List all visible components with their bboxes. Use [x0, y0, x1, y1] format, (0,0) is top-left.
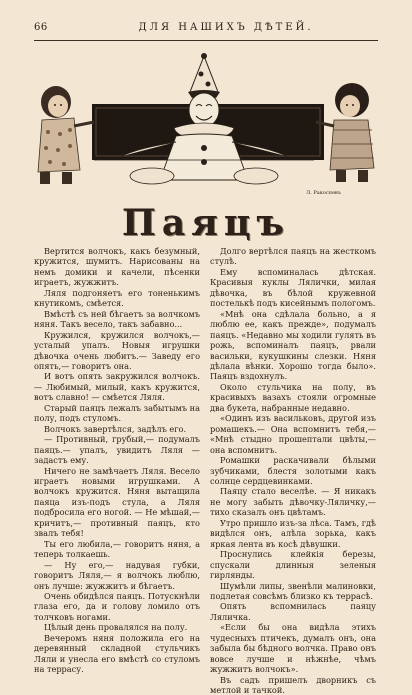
paragraph: Въ садъ пришелъ дворникъ съ метлой и тачкой.	[210, 674, 376, 695]
paragraph: «Мнѣ она сдѣлала больно, а я люблю ее, какъ прежде», подумалъ паяцъ. «Недавно мы ходили гулять въ рожь, вспоминалъ паяцъ, рвали васильки, кукушкины слезки. Няня дѣлала вѣнки. Хорошо тогда было». Паяцъ вздохнулъ.	[210, 308, 376, 382]
paragraph: Кружился, кружился волчокъ,—усталый упалъ. Новыя игрушки дѣвочка очень любитъ.— Заведу его опять,— говоритъ она.	[34, 329, 200, 371]
right-column	[210, 246, 376, 695]
paragraph: — Ну его,— надувая губки, говоритъ Ляля,— я волчокъ люблю, онъ лучше: жужжитъ и бѣгаетъ.	[34, 559, 200, 591]
article-title: Паяцъ	[121, 202, 291, 244]
paragraph: Волчокъ завертѣлся, задѣлъ его.	[44, 423, 187, 434]
paragraph: Вмѣстѣ съ ней бѣгаетъ за волчкомъ няня. Такъ весело, такъ забавно...	[34, 308, 200, 330]
paragraph: Утро пришло изъ-за лѣса. Тамъ, гдѣ видѣлся онъ, алѣла зорька, какъ яркая лента въ косѣ дѣвушки.	[210, 517, 376, 549]
paragraph: Шумѣли липы, звенѣли малиновки, подлетая совсѣмъ близко къ террасѣ.	[210, 580, 376, 601]
page-number: 66	[34, 22, 48, 33]
page-header	[34, 22, 378, 40]
paragraph: Около стульчика на полу, въ красивыхъ вазахъ стояли огромные два букета, набранные недавно.	[210, 381, 376, 413]
paragraph: — Противный, грубый,— подумалъ паяцъ.— упалъ, увидитъ Ляля — задастъ ему.	[34, 434, 200, 466]
paragraph: Цѣлый день провалялся на полу.	[44, 622, 188, 633]
paragraph: И вотъ опять закружился волчокъ.— Любимый, милый, какъ кружится, вотъ славно! — смѣется Ляля.	[34, 371, 200, 403]
paragraph: Ромашки раскачивали бѣлыми зубчиками, блестя золотыми какъ солнце сердцевинками.	[210, 455, 376, 486]
paragraph: Ты его любила,— говоритъ няня, а теперь толкаешь.	[34, 538, 200, 560]
left-column	[34, 246, 200, 675]
paragraph: Старый паяцъ лежалъ забытымъ на полу, подъ стуломъ.	[34, 402, 200, 424]
paragraph: Вечеромъ няня положила его на деревянный складной стульчикъ Ляли и унесла его вмѣстѣ со стуломъ на террасу.	[34, 632, 200, 675]
left-child-figure	[38, 86, 94, 184]
paragraph: Ему вспоминалась дѣтская. Красивыя куклы Лялички, милая дѣвочка, въ бѣлой кружевной постелькѣ подъ кисейнымъ пологомъ.	[210, 266, 376, 309]
header-rule	[34, 40, 378, 41]
paragraph: Проснулись клейкія березы, спускали длинныя зеленыя гирлянды.	[210, 549, 376, 581]
article-body	[34, 246, 378, 695]
right-child-figure	[316, 83, 374, 182]
paragraph: Очень обидѣлся паяцъ. Потускнѣли глаза его, да и голову ломило отъ толчковъ ногами.	[34, 590, 200, 622]
paragraph: Долго вертѣлся паяцъ на жесткомъ стулѣ.	[210, 246, 376, 267]
paragraph: Опять вспомнилась паяцу Ляличка.	[210, 601, 376, 622]
artist-signature: Л. Ракоспевъ	[306, 190, 341, 196]
clown-illustration	[34, 52, 376, 202]
paragraph: «Если бы она видѣла этихъ чудесныхъ птичекъ, думалъ онъ, она забыла бы бѣдного волчка. Право онъ вовсе лучше и нѣжнѣе, чѣмъ жужжитъ волчокъ».	[210, 622, 376, 675]
running-title: ДЛЯ НАШИХЪ ДѢТЕЙ.	[138, 22, 314, 33]
paragraph: Ляля подгоняетъ его тоненькимъ кнутикомъ, смѣется.	[34, 287, 200, 309]
paragraph: Вертится волчокъ, какъ безумный, кружится, шумитъ. Нарисованы на немъ домики и качели, пѣсенки играетъ, жужжитъ.	[34, 246, 200, 288]
paragraph: Ничего не замѣчаетъ Ляля. Весело играетъ новыми игрушками. А волчокъ кружится. Няня вытащила паяца изъ-подъ стула, а Ляля подбросила его ногой. — Не мѣшай,— кричитъ,— противный паяцъ, кто звалъ тебя!	[34, 465, 200, 539]
paragraph: «Одинъ изъ васильковъ, другой изъ ромашекъ.— Она вспомнитъ тебя,— «Мнѣ стыдно прошептали цвѣты,— она вспомнитъ.	[210, 413, 376, 455]
paragraph: Паяцу стало веселѣе. — Я никакъ не могу забыть дѣвочку-Ляличку,— тихо сказалъ онъ цвѣтамъ.	[210, 486, 376, 518]
